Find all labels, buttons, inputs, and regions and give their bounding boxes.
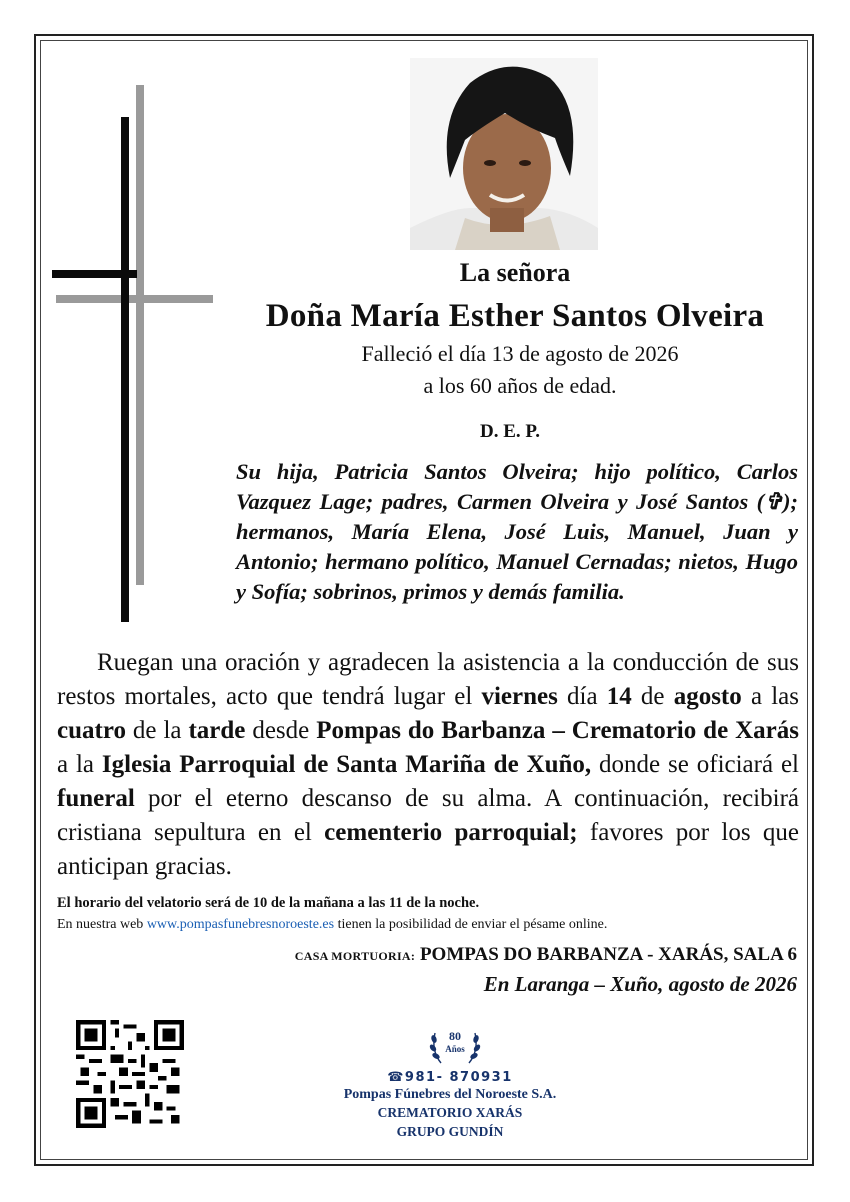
phone-number: ☎981- 870931 <box>387 1070 513 1085</box>
announcement-text: a las <box>741 683 799 710</box>
announcement-text: desde <box>245 717 317 744</box>
funeral-home-line <box>295 944 797 966</box>
wake-hours: El horario del velatorio será de 10 de la mañana a las 11 de la noche. <box>57 895 480 911</box>
website-link[interactable]: www.pompasfunebresnoroeste.es <box>146 917 335 932</box>
announcement-text: favores por los que anticipan gracias. <box>57 819 799 880</box>
announcement-church: Iglesia Parroquial de Santa Mariña de Xuño, <box>101 751 592 778</box>
emblem-number: 80 <box>449 1029 461 1043</box>
announcement-origin: Pompas do Barbanza – Crematorio de Xarás <box>316 717 800 744</box>
place-and-date: En Laranga – Xuño, agosto de 2026 <box>483 972 797 996</box>
family-text: Su hija, Patricia Santos Olveira; hijo político, Carlos Vazquez Lage; padres, Carmen Olveira y José Santos (✞); hermanos, María Elena, José Luis, Manuel, Juan y Antonio; hermano político, Manuel Cernadas; nietos, Hugo y Sofía; sobrinos, primos y demás familia. <box>236 459 798 604</box>
funeral-home-label: CASA MORTUORIA: <box>294 949 416 963</box>
emblem-word: Años <box>445 1044 465 1054</box>
announcement-cemetery: cementerio parroquial; <box>324 819 578 846</box>
company-name: Pompas Fúnebres del Noroeste S.A. <box>343 1087 557 1102</box>
announcement-text: por el eterno descanso de su alma. A continuación, recibirá cristiana sepultura en el <box>57 785 799 846</box>
funeral-home-value: POMPAS DO BARBANZA - XARÁS, SALA 6 <box>419 944 797 965</box>
announcement-text: donde se oficiará el <box>591 751 800 778</box>
anniversary-emblem-icon <box>427 1015 483 1071</box>
deceased-title: La señora <box>459 258 571 287</box>
announcement-time-of-day: tarde <box>188 717 246 744</box>
rip-text: D. E. P. <box>479 421 540 442</box>
announcement-text: de la <box>125 717 189 744</box>
web-condolences-line <box>57 917 607 933</box>
announcement-day: viernes <box>481 683 558 710</box>
announcement-month: agosto <box>673 683 742 710</box>
age-at-death: a los 60 años de edad. <box>423 373 617 398</box>
ceremony-announcement <box>57 646 799 884</box>
group-name: GRUPO GUNDÍN <box>396 1124 504 1139</box>
qr-code[interactable] <box>76 1020 184 1128</box>
announcement-text: a la <box>57 751 102 778</box>
cross-icon <box>50 85 215 625</box>
announcement-date-number: 14 <box>606 683 632 710</box>
portrait-photo <box>410 58 598 250</box>
announcement-text: Ruegan una oración y agradecen la asistencia a la conducción de sus restos mortales, acto que tendrá lugar el <box>57 649 799 710</box>
web-prefix: En nuestra web <box>57 917 147 932</box>
death-date: Falleció el día 13 de agosto de 2026 <box>361 341 679 366</box>
family-list <box>236 457 798 607</box>
announcement-text: día <box>557 683 607 710</box>
deceased-name: Doña María Esther Santos Olveira <box>265 298 765 334</box>
web-suffix: tienen la posibilidad de enviar el pésame online. <box>334 917 608 932</box>
announcement-hour: cuatro <box>57 717 126 744</box>
announcement-funeral: funeral <box>57 785 135 812</box>
crematorio-name: CREMATORIO XARÁS <box>377 1105 523 1120</box>
announcement-text: de <box>631 683 674 710</box>
